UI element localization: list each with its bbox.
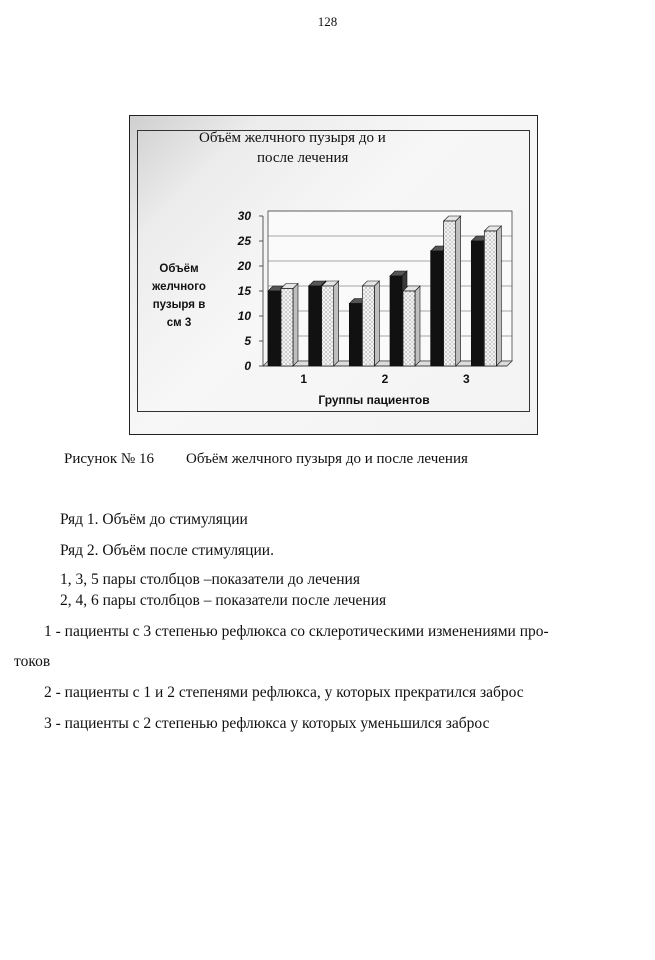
y-tick-label: 15 bbox=[237, 284, 251, 298]
legend-odd-pairs: 1, 3, 5 пары столбцов –показатели до лечения bbox=[60, 571, 360, 588]
bar-before bbox=[390, 276, 402, 366]
legend-row1: Ряд 1. Объём до стимуляции bbox=[60, 511, 248, 528]
group1-line1: 1 - пациенты с 3 степенью рефлюкса со склеротическими изменениями про- bbox=[44, 623, 549, 640]
y-tick-label: 20 bbox=[237, 259, 251, 273]
bar-after bbox=[444, 221, 456, 366]
bar-before bbox=[349, 304, 361, 367]
bar-side-after bbox=[456, 216, 461, 366]
y-tick-label: 25 bbox=[237, 234, 251, 248]
bar-after bbox=[281, 289, 293, 367]
y-axis-label-line1: Объём bbox=[159, 263, 199, 275]
group2: 2 - пациенты с 1 и 2 степенями рефлюкса, у которых прекратился заброс bbox=[44, 684, 524, 701]
bar-before bbox=[268, 291, 280, 366]
y-axis-label-line3: пузыря в bbox=[152, 299, 206, 311]
category-labels bbox=[300, 372, 470, 386]
category-label: 1 bbox=[300, 372, 308, 386]
y-axis-label-line4: см 3 bbox=[166, 317, 192, 329]
legend-even-pairs: 2, 4, 6 пары столбцов – показатели после лечения bbox=[60, 592, 387, 609]
bar-before bbox=[309, 286, 321, 366]
chart-title-line2: после лечения bbox=[257, 150, 349, 166]
bar-after bbox=[484, 231, 496, 366]
bar-side-after bbox=[415, 286, 420, 366]
y-tick-label: 10 bbox=[237, 309, 251, 323]
y-axis-label-line2: желчного bbox=[152, 281, 206, 293]
y-tick-label: 5 bbox=[244, 334, 251, 348]
figure-caption-text: Объём желчного пузыря до и после лечения bbox=[186, 451, 468, 467]
chart-title-line1: Объём желчного пузыря до и bbox=[199, 130, 386, 146]
bar-side-after bbox=[334, 281, 339, 366]
bar-side-after bbox=[374, 281, 379, 366]
figure-caption bbox=[64, 451, 468, 468]
category-label: 2 bbox=[381, 372, 389, 386]
y-tick-label: 30 bbox=[237, 209, 251, 223]
group1-line2: токов bbox=[14, 653, 51, 670]
category-label: 3 bbox=[462, 372, 470, 386]
figure-number: Рисунок № 16 bbox=[64, 451, 154, 467]
bar-side-after bbox=[496, 226, 501, 366]
bar-after bbox=[403, 291, 415, 366]
bar-before bbox=[431, 251, 443, 366]
bar-after bbox=[362, 286, 374, 366]
legend-row2: Ряд 2. Объём после стимуляции. bbox=[60, 542, 274, 559]
bar-side-after bbox=[293, 284, 298, 367]
x-axis-label: Группы пациентов bbox=[318, 393, 430, 407]
group3: 3 - пациенты с 2 степенью рефлюкса у которых уменьшился заброс bbox=[44, 715, 490, 732]
bar-chart bbox=[129, 115, 538, 435]
y-tick-label: 0 bbox=[244, 359, 251, 373]
bar-before bbox=[471, 241, 483, 366]
page-number: 128 bbox=[317, 14, 338, 29]
bar-after bbox=[322, 286, 334, 366]
